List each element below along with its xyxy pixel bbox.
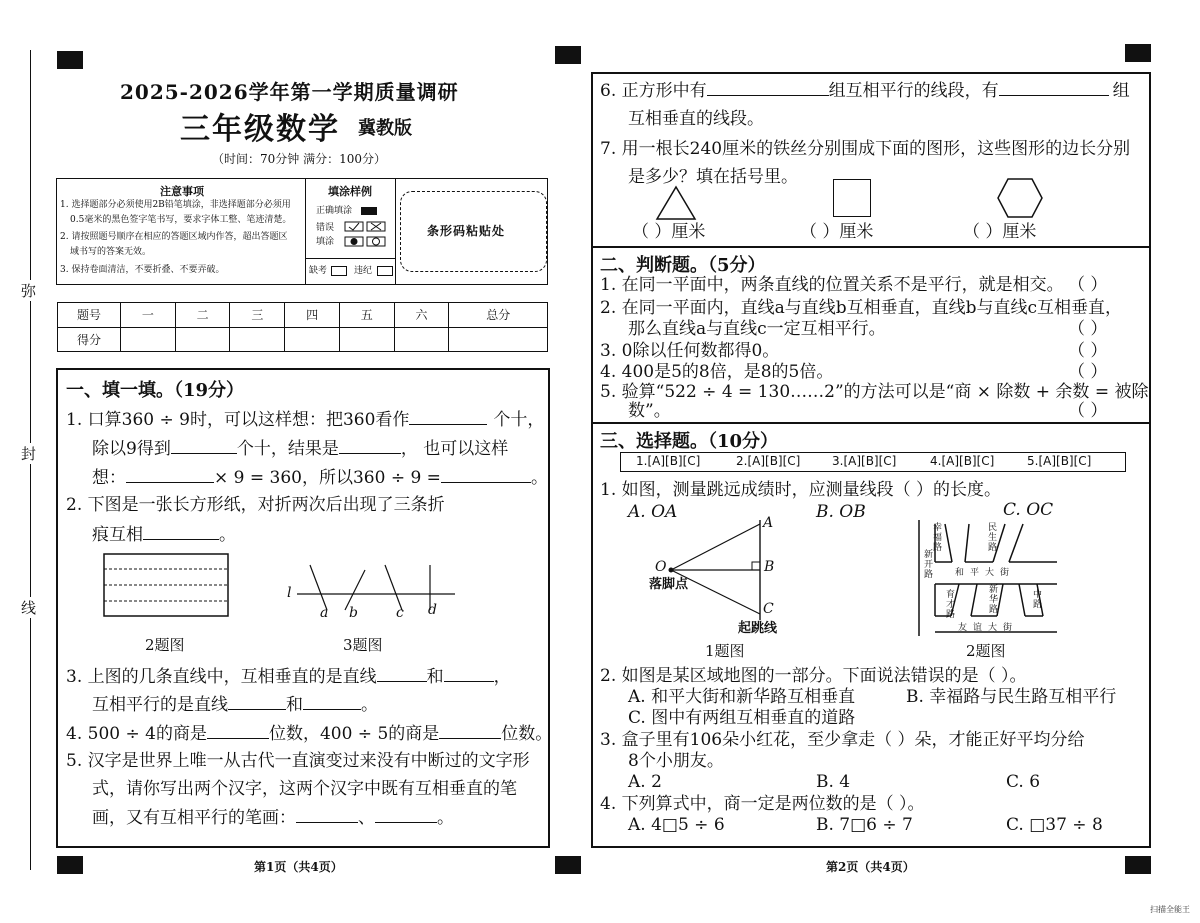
choice-option[interactable]: B. OB bbox=[816, 502, 866, 522]
point-label-a: A bbox=[763, 515, 774, 531]
score-input-cell[interactable] bbox=[339, 327, 394, 352]
map-label: 民生路 bbox=[988, 523, 998, 553]
q4-text: 位数，400 ÷ 5的商是 bbox=[268, 724, 440, 744]
choice-question-2: 2. 如图是某区域地图的一部分。下面说法错误的是（ ）。 bbox=[600, 666, 1027, 686]
q1-text: 除以9得到 bbox=[92, 439, 171, 459]
question-6 bbox=[600, 79, 1130, 102]
point-label-c: C bbox=[763, 601, 774, 617]
q5-text: 式，请你写出两个汉字，这两个汉字中既有互相垂直的笔 bbox=[92, 779, 517, 799]
map-label: 和平大街 bbox=[955, 568, 1016, 578]
answer-blank[interactable] bbox=[375, 806, 437, 823]
q3-text: 和 bbox=[286, 695, 303, 715]
q7-text: 是多少？填在括号里。 bbox=[628, 167, 798, 187]
q4-text: 4. 500 ÷ 4的商是 bbox=[66, 724, 207, 744]
q4-text: 位数。 bbox=[501, 724, 553, 744]
q3-text: 3. 上图的几条直线中，互相垂直的是直线 bbox=[66, 667, 377, 687]
table-cell: 三 bbox=[230, 303, 285, 328]
q1-text: 个十，结果是 bbox=[236, 439, 339, 459]
answer-option-group[interactable]: 5.[A][B][C] bbox=[1027, 454, 1092, 468]
score-table bbox=[57, 302, 548, 352]
hexagon-shape bbox=[996, 177, 1044, 223]
notice-title: 注意事项 bbox=[160, 185, 204, 198]
table-cell: 六 bbox=[394, 303, 449, 328]
q3-text: 和 bbox=[426, 667, 444, 687]
judge-item: 3. 0除以任何数都得0。 bbox=[600, 341, 780, 361]
section-1-title: 一、填一填。（19分） bbox=[66, 380, 245, 401]
absent-label: 缺考 bbox=[309, 266, 328, 276]
judge-paren[interactable]: （ ） bbox=[1068, 341, 1108, 361]
answer-blank[interactable] bbox=[339, 437, 401, 454]
table-cell: 二 bbox=[175, 303, 230, 328]
table-cell: 题号 bbox=[58, 303, 121, 328]
filled-box-icon bbox=[361, 207, 377, 215]
choice-option[interactable]: C. 6 bbox=[1006, 772, 1041, 792]
answer-blank[interactable] bbox=[143, 523, 219, 540]
answer-blank[interactable] bbox=[171, 437, 237, 454]
point-label-b: B bbox=[764, 559, 775, 575]
section-3-title: 三、选择题。（10分） bbox=[600, 431, 779, 452]
fig-2-caption: 2题图 bbox=[966, 642, 1006, 660]
judge-paren[interactable]: （ ） bbox=[1068, 362, 1108, 382]
q3-text: ， bbox=[493, 667, 511, 687]
question-3 bbox=[66, 665, 511, 688]
map-label: 友谊大街 bbox=[958, 623, 1019, 633]
exam-title: 2025-2026学年第一学期质量调研 bbox=[120, 80, 459, 104]
violation-checkbox[interactable] bbox=[377, 266, 393, 276]
choice-option[interactable]: C. 图中有两组互相垂直的道路 bbox=[628, 708, 856, 728]
choice-question-1: 1. 如图，测量跳远成绩时，应测量线段（ ）的长度。 bbox=[600, 480, 1002, 500]
answer-blank[interactable] bbox=[439, 722, 501, 739]
judge-item: 5. 验算“522 ÷ 4 = 130……2”的方法可以是“商 × 除数 + 余数 = 被除 bbox=[600, 382, 1149, 402]
q1-text: ， 也可以这样 bbox=[400, 439, 509, 459]
q2-text: 。 bbox=[219, 525, 236, 545]
answer-paren-cm[interactable]: （ ）厘米 bbox=[963, 222, 1037, 242]
judge-item: 1. 在同一平面中，两条直线的位置关系不是平行，就是相交。 bbox=[600, 275, 1064, 295]
choice-option[interactable]: A. 2 bbox=[628, 772, 662, 792]
answer-blank[interactable] bbox=[409, 408, 487, 425]
answer-blank[interactable] bbox=[207, 722, 269, 739]
answer-paren-cm[interactable]: （ ）厘米 bbox=[632, 222, 706, 242]
triangle-shape bbox=[655, 185, 697, 225]
judge-paren[interactable]: （ ） bbox=[1068, 275, 1108, 295]
choice-option[interactable]: B. 4 bbox=[816, 772, 851, 792]
choice-option[interactable]: A. 和平大街和新华路互相垂直 bbox=[628, 687, 856, 707]
notice-item: 0.5毫米的黑色签字笔书写，要求字体工整、笔迹清楚。 bbox=[70, 215, 292, 225]
fill-sample-title: 填涂样例 bbox=[328, 185, 372, 198]
score-input-cell[interactable] bbox=[121, 327, 176, 352]
table-cell: 四 bbox=[285, 303, 340, 328]
absent-checkbox[interactable] bbox=[331, 266, 347, 276]
answer-option-group[interactable]: 2.[A][B][C] bbox=[736, 454, 801, 468]
binding-label: 线 bbox=[21, 599, 37, 617]
q2-text: 痕互相 bbox=[92, 525, 143, 545]
map-label: 育才路 bbox=[946, 590, 956, 620]
choice-option[interactable]: B. 7□6 ÷ 7 bbox=[816, 815, 913, 835]
q6-text: 组 bbox=[1112, 81, 1130, 101]
question-6-line-2 bbox=[628, 108, 764, 130]
line-label-c: c bbox=[396, 605, 404, 621]
divider bbox=[306, 258, 395, 259]
table-cell: 五 bbox=[339, 303, 394, 328]
answer-blank[interactable] bbox=[441, 466, 531, 483]
line-label-d: d bbox=[428, 602, 437, 618]
answer-option-group[interactable]: 1.[A][B][C] bbox=[636, 454, 701, 468]
answer-blank[interactable] bbox=[303, 693, 361, 710]
judge-paren[interactable]: （ ） bbox=[1068, 401, 1108, 421]
q5-text: 5. 汉字是世界上唯一从古代一直演变过来没有中断过的文字形 bbox=[66, 751, 530, 771]
time-info: （时间：70分钟 满分：100分） bbox=[212, 152, 386, 166]
q1-text: 。 bbox=[530, 468, 548, 488]
map-label: 新开路 bbox=[924, 550, 934, 580]
q3-text: 。 bbox=[361, 695, 378, 715]
q3-text: 互相平行的是直线 bbox=[92, 695, 228, 715]
question-7 bbox=[600, 138, 1130, 160]
line-label-a: a bbox=[320, 605, 329, 621]
square-shape bbox=[833, 179, 871, 217]
answer-blank[interactable] bbox=[377, 665, 427, 682]
q6-text: 6. 正方形中有 bbox=[600, 81, 707, 101]
notice-item: 2. 请按照题号顺序在相应的答题区域内作答，超出答题区 bbox=[60, 232, 288, 242]
folded-paper-figure bbox=[103, 553, 229, 621]
table-cell: 得分 bbox=[58, 327, 121, 352]
choice-question-4: 4. 下列算式中，商一定是两位数的是（ ）。 bbox=[600, 794, 925, 814]
answer-blank[interactable] bbox=[296, 806, 358, 823]
line-label-l: l bbox=[287, 585, 292, 601]
registration-mark bbox=[57, 856, 83, 874]
q1-text: 个十， bbox=[493, 410, 545, 430]
choice-option[interactable]: C. □37 ÷ 8 bbox=[1006, 815, 1103, 835]
score-input-cell[interactable] bbox=[285, 327, 340, 352]
answer-blank[interactable] bbox=[228, 693, 286, 710]
q2-text: 2. 下图是一张长方形纸，对折两次后出现了三条折 bbox=[66, 495, 445, 515]
edition: 冀教版 bbox=[358, 118, 412, 139]
fig-3-caption: 3题图 bbox=[343, 636, 383, 654]
barcode-label: 条形码粘贴处 bbox=[427, 224, 506, 238]
question-1-line-3 bbox=[92, 466, 548, 489]
question-2 bbox=[66, 494, 445, 516]
judge-item: 那么直线a与直线c一定互相平行。 bbox=[628, 319, 886, 339]
judge-paren[interactable]: （ ） bbox=[1068, 319, 1108, 339]
choice-option[interactable]: A. OA bbox=[628, 502, 678, 522]
answer-blank[interactable] bbox=[707, 79, 829, 96]
fig-1-caption: 1题图 bbox=[705, 642, 745, 660]
map-label: 新华路 bbox=[989, 585, 999, 615]
registration-mark bbox=[1125, 44, 1151, 62]
question-5 bbox=[66, 750, 530, 772]
question-3-line-2 bbox=[92, 693, 378, 716]
q6-text: 组互相平行的线段，有 bbox=[828, 81, 999, 101]
choice-question-3-line-2: 8个小朋友。 bbox=[628, 751, 724, 771]
q1-text: 想： bbox=[92, 468, 126, 488]
notice-item: 域书写的答案无效。 bbox=[70, 247, 152, 257]
q5-text: 画，又有互相平行的笔画： bbox=[92, 808, 296, 828]
fill-wrong-label-2: 填涂 bbox=[316, 237, 335, 247]
page-footer: 第2页（共4页） bbox=[826, 860, 915, 874]
scan-mark bbox=[560, 858, 578, 872]
notice-item: 1. 选择题部分必须使用2B铅笔填涂，非选择题部分必须用 bbox=[60, 200, 291, 210]
question-5-line-2 bbox=[92, 778, 517, 800]
lines-figure bbox=[285, 560, 465, 634]
violation-label: 违纪 bbox=[354, 266, 373, 276]
choice-option[interactable]: C. OC bbox=[1003, 500, 1054, 520]
line-label-b: b bbox=[349, 605, 358, 621]
question-7-line-2 bbox=[628, 166, 798, 188]
question-2-line-2 bbox=[92, 523, 236, 546]
page-footer: 第1页（共4页） bbox=[254, 860, 343, 874]
choice-question-3: 3. 盒子里有106朵小红花，至少拿走（ ）朵，才能正好平均分给 bbox=[600, 730, 1085, 750]
score-input-cell[interactable] bbox=[175, 327, 230, 352]
binding-label: 封 bbox=[21, 445, 37, 463]
score-input-cell[interactable] bbox=[230, 327, 285, 352]
binding-label: 弥 bbox=[21, 282, 37, 300]
section-2-title: 二、判断题。（5分） bbox=[600, 255, 766, 276]
landing-point-label: 落脚点 bbox=[649, 577, 689, 592]
map-label: 幸福路 bbox=[933, 523, 943, 553]
score-input-cell[interactable] bbox=[394, 327, 449, 352]
divider bbox=[395, 179, 396, 284]
q5-text: 。 bbox=[437, 808, 454, 828]
table-cell: 总分 bbox=[449, 303, 548, 328]
question-4 bbox=[66, 722, 552, 745]
table-row bbox=[58, 303, 548, 328]
q6-text: 互相垂直的线段。 bbox=[628, 109, 764, 129]
map-label: 中路 bbox=[1033, 590, 1043, 610]
scanner-watermark: 扫描全能王 bbox=[1150, 905, 1190, 914]
fill-wrong-label: 错误 bbox=[316, 223, 335, 233]
notice-item: 3. 保持卷面清洁，不要折叠、不要弄破。 bbox=[60, 265, 225, 275]
fill-correct-label: 正确填涂 bbox=[316, 206, 353, 216]
choice-option[interactable]: B. 幸福路与民生路互相平行 bbox=[906, 687, 1117, 707]
registration-mark bbox=[57, 51, 83, 69]
table-row bbox=[58, 327, 548, 352]
question-1 bbox=[66, 408, 544, 431]
judge-item: 4. 400是5的8倍，是8的5倍。 bbox=[600, 362, 834, 382]
subject-title: 三年级数学 bbox=[180, 112, 340, 147]
point-label-o: O bbox=[655, 559, 667, 575]
question-1-line-2 bbox=[92, 437, 508, 460]
answer-blank[interactable] bbox=[999, 79, 1109, 96]
answer-blank[interactable] bbox=[444, 665, 494, 682]
q7-text: 7. 用一根长240厘米的铁丝分别围成下面的图形，这些图形的边长分别 bbox=[600, 139, 1131, 159]
judge-item: 数”。 bbox=[628, 401, 671, 421]
score-input-cell[interactable] bbox=[449, 327, 548, 352]
q1-text: 1. 口算360 ÷ 9时，可以这样想：把360看作 bbox=[66, 410, 410, 430]
table-cell: 一 bbox=[121, 303, 176, 328]
takeoff-line-label: 起跳线 bbox=[738, 621, 778, 636]
registration-mark bbox=[555, 46, 581, 64]
q1-text: × 9 = 360，所以360 ÷ 9 = bbox=[214, 468, 441, 488]
fig-2-caption: 2题图 bbox=[145, 636, 185, 654]
registration-mark bbox=[1125, 856, 1151, 874]
wrong-fill-icons bbox=[344, 221, 388, 255]
answer-paren-cm[interactable]: （ ）厘米 bbox=[800, 222, 874, 242]
choice-option[interactable]: A. 4□5 ÷ 6 bbox=[628, 815, 725, 835]
answer-blank[interactable] bbox=[126, 466, 214, 483]
question-5-line-3 bbox=[92, 806, 454, 829]
answer-option-group[interactable]: 4.[A][B][C] bbox=[930, 454, 995, 468]
judge-item: 2. 在同一平面内，直线a与直线b互相垂直，直线b与直线c互相垂直， bbox=[600, 298, 1123, 318]
divider bbox=[305, 179, 306, 284]
answer-option-group[interactable]: 3.[A][B][C] bbox=[832, 454, 897, 468]
q5-text: 、 bbox=[358, 808, 375, 828]
